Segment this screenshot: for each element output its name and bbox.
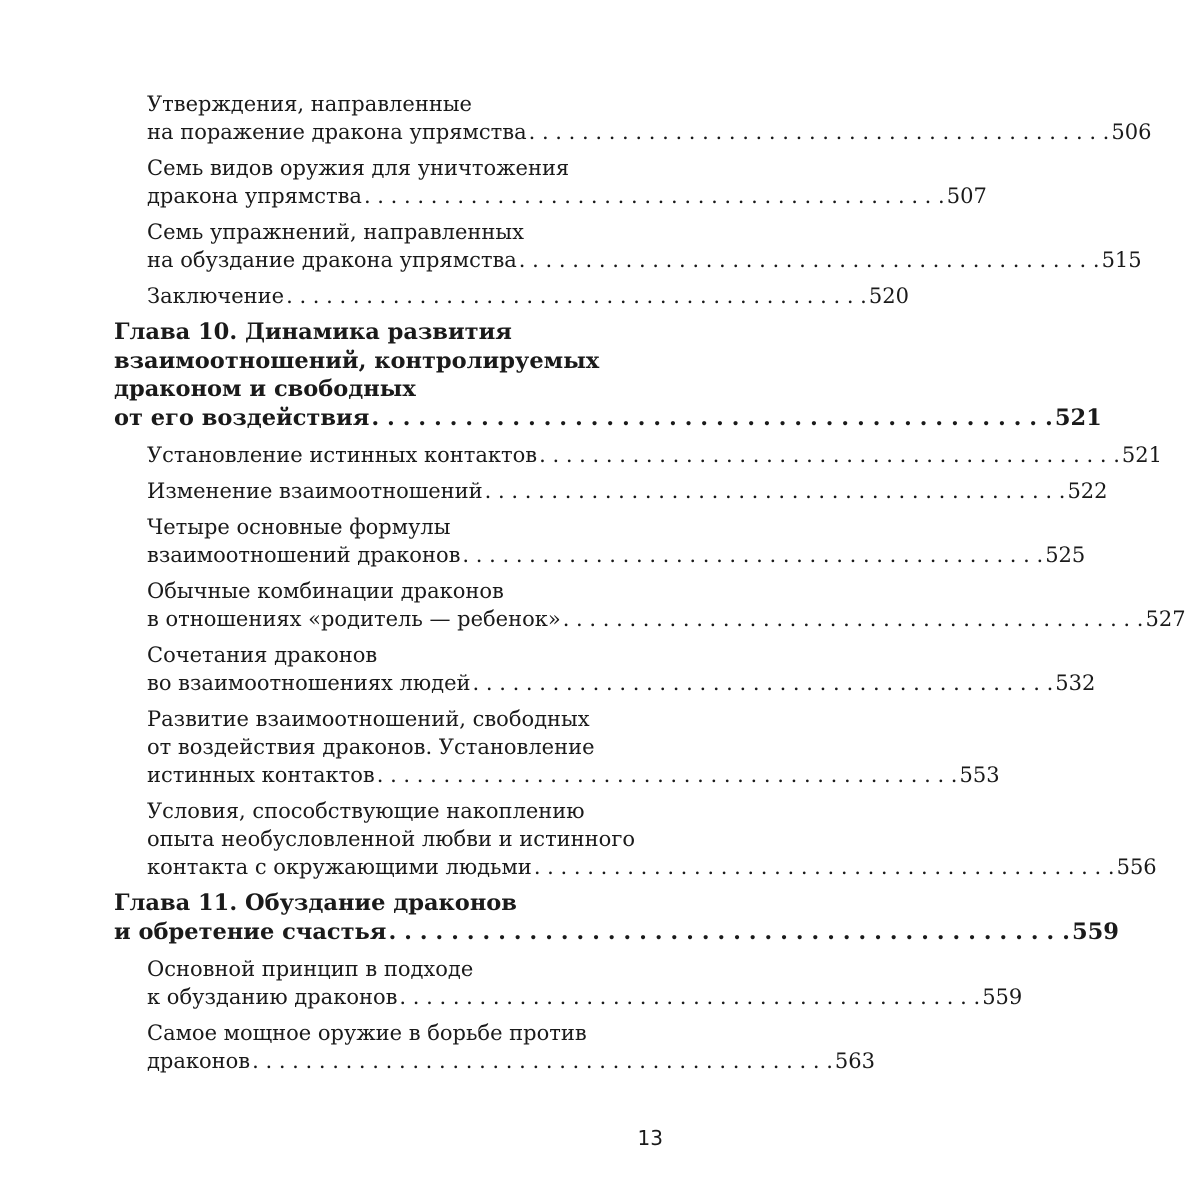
toc-page-number: 520 xyxy=(868,284,909,308)
toc-section-entry[interactable] xyxy=(147,441,1162,469)
dot-leader: . . . . . . . . . . . . . . . . . . . . . . . . . . . . . . . . . . . . . . . . . . . . xyxy=(528,120,1110,144)
toc-page-number: 515 xyxy=(1101,248,1142,272)
toc-page-number: 521 xyxy=(1121,443,1162,467)
toc-entry-line xyxy=(147,218,664,246)
dot-leader: . . . . . . . . . . . . . . . . . . . . . . . . . . . . . . . . . . . . . . . . . . . . xyxy=(286,284,867,308)
toc-entry-line xyxy=(147,733,664,761)
toc-entry-title: опыта необусловленной любви и истинного xyxy=(147,827,635,851)
toc-page-number: 527 xyxy=(1145,607,1186,631)
toc-entry-title: в отношениях «родитель — ребенок» xyxy=(147,607,561,631)
dot-leader: . . . . . . . . . . . . . . . . . . . . . . . . . . . . . . . . . . . . . . . . . . . . xyxy=(472,671,1054,695)
toc-section-entry[interactable] xyxy=(147,477,1108,505)
toc-entry-line xyxy=(147,182,987,210)
toc-entry-title: Самое мощное оружие в борьбе против xyxy=(147,1021,587,1045)
toc-chapter-entry[interactable] xyxy=(114,318,1102,432)
toc-entry-line xyxy=(114,404,1102,433)
dot-leader: . . . . . . . . . . . . . . . . . . . . . . . . . . . . . . . . . . . . . . . . . . . . xyxy=(533,855,1115,879)
toc-entry-title: Семь упражнений, направленных xyxy=(147,220,524,244)
toc-entry-line xyxy=(147,853,1157,881)
toc-entry-title: Заключение xyxy=(147,284,285,308)
toc-entry-title: Утверждения, направленные xyxy=(147,92,472,116)
toc-entry-title: от воздействия драконов. Установление xyxy=(147,735,595,759)
toc-page-number: 559 xyxy=(982,985,1023,1009)
page-number: 13 xyxy=(637,1126,663,1150)
toc-entry-title: драконом и свободных xyxy=(114,376,416,402)
toc-entry-line xyxy=(147,761,1000,789)
toc-entry-line xyxy=(147,641,664,669)
toc-entry-title: к обузданию драконов xyxy=(147,985,398,1009)
dot-leader: . . . . . . . . . . . . . . . . . . . . . . . . . . . . . . . . . . . . . . . . . . . . xyxy=(518,248,1100,272)
toc-section-entry[interactable] xyxy=(147,218,1142,274)
toc-page-number: 507 xyxy=(946,184,987,208)
toc-entry-title: Глава 11. Обуздание драконов xyxy=(114,890,517,916)
dot-leader: . . . . . . . . . . . . . . . . . . . . . . . . . . . . . . . . . . . . . . . . . . . . xyxy=(462,543,1044,567)
toc-entry-line xyxy=(147,797,664,825)
toc-entry-line xyxy=(114,375,664,404)
dot-leader: . . . . . . . . . . . . . . . . . . . . . . . . . . . . . . . . . . . . . . . . . . . . xyxy=(399,985,981,1009)
dot-leader: . . . . . . . . . . . . . . . . . . . . . . . . . . . . . . . . . . . . . . . . . . . . xyxy=(371,404,1053,431)
table-of-contents xyxy=(114,90,1186,1083)
toc-section-entry[interactable] xyxy=(147,90,1152,146)
toc-section-entry[interactable] xyxy=(147,577,1186,633)
toc-entry-line xyxy=(147,246,1142,274)
toc-entry-line xyxy=(114,347,664,376)
dot-leader: . . . . . . . . . . . . . . . . . . . . . . . . . . . . . . . . . . . . . . . . . . . . xyxy=(252,1049,833,1073)
toc-entry-line xyxy=(147,441,1162,469)
toc-section-entry[interactable] xyxy=(147,955,1023,1011)
toc-entry-title: взаимоотношений драконов xyxy=(147,543,461,567)
toc-entry-title: и обретение счастья xyxy=(114,918,387,945)
toc-entry-title: драконов xyxy=(147,1049,251,1073)
toc-entry-line xyxy=(147,955,664,983)
toc-entry-line xyxy=(147,1019,664,1047)
toc-page-number: 506 xyxy=(1111,120,1152,144)
toc-page-number: 553 xyxy=(959,763,1000,787)
toc-entry-line xyxy=(147,669,1096,697)
toc-entry-title: Установление истинных контактов xyxy=(147,443,538,467)
toc-entry-line xyxy=(147,1047,875,1075)
toc-entry-line xyxy=(114,918,1119,947)
toc-entry-line xyxy=(147,605,1186,633)
toc-entry-title: контакта с окружающими людьми xyxy=(147,855,532,879)
dot-leader: . . . . . . . . . . . . . . . . . . . . . . . . . . . . . . . . . . . . . . . . . . . . xyxy=(562,607,1144,631)
toc-page-number: 559 xyxy=(1071,918,1119,945)
toc-section-entry[interactable] xyxy=(147,641,1096,697)
toc-section-entry[interactable] xyxy=(147,705,1000,789)
dot-leader: . . . . . . . . . . . . . . . . . . . . . . . . . . . . . . . . . . . . . . . . . . . . xyxy=(539,443,1120,467)
toc-entry-title: Обычные комбинации драконов xyxy=(147,579,504,603)
dot-leader: . . . . . . . . . . . . . . . . . . . . . . . . . . . . . . . . . . . . . . . . . . . . xyxy=(388,918,1070,945)
dot-leader: . . . . . . . . . . . . . . . . . . . . . . . . . . . . . . . . . . . . . . . . . . . . xyxy=(484,479,1066,503)
toc-entry-line xyxy=(147,577,664,605)
toc-section-entry[interactable] xyxy=(147,154,987,210)
toc-entry-title: во взаимоотношениях людей xyxy=(147,671,471,695)
toc-page-number: 525 xyxy=(1045,543,1086,567)
toc-entry-title: Изменение взаимоотношений xyxy=(147,479,483,503)
toc-entry-line xyxy=(147,118,1152,146)
toc-page-number: 532 xyxy=(1055,671,1096,695)
toc-entry-line xyxy=(147,541,1086,569)
toc-page-number: 521 xyxy=(1054,404,1102,431)
toc-entry-title: Семь видов оружия для уничтожения xyxy=(147,156,570,180)
toc-section-entry[interactable] xyxy=(147,1019,875,1075)
toc-entry-title: Глава 10. Динамика развития xyxy=(114,319,512,345)
toc-entry-title: Условия, способствующие накоплению xyxy=(147,799,585,823)
toc-section-entry[interactable] xyxy=(147,797,1157,881)
toc-entry-line xyxy=(147,154,664,182)
dot-leader: . . . . . . . . . . . . . . . . . . . . . . . . . . . . . . . . . . . . . . . . . . . . xyxy=(376,763,958,787)
toc-page-number: 563 xyxy=(834,1049,875,1073)
toc-section-entry[interactable] xyxy=(147,513,1086,569)
toc-entry-line xyxy=(147,477,1108,505)
toc-entry-line xyxy=(147,825,664,853)
toc-section-entry[interactable] xyxy=(147,282,909,310)
toc-entry-title: Четыре основные формулы xyxy=(147,515,451,539)
toc-entry-line xyxy=(147,282,909,310)
toc-entry-title: Развитие взаимоотношений, свободных xyxy=(147,707,590,731)
toc-page-number: 556 xyxy=(1116,855,1157,879)
toc-chapter-entry[interactable] xyxy=(114,889,1119,946)
toc-entry-line xyxy=(147,90,664,118)
toc-entry-title: истинных контактов xyxy=(147,763,375,787)
toc-entry-title: дракона упрямства xyxy=(147,184,362,208)
toc-entry-title: Сочетания драконов xyxy=(147,643,378,667)
toc-entry-title: от его воздействия xyxy=(114,404,370,431)
toc-entry-line xyxy=(147,983,1023,1011)
dot-leader: . . . . . . . . . . . . . . . . . . . . . . . . . . . . . . . . . . . . . . . . . . . . xyxy=(363,184,945,208)
toc-entry-line xyxy=(147,705,664,733)
toc-page-number: 522 xyxy=(1067,479,1108,503)
toc-entry-line xyxy=(114,318,664,347)
toc-entry-line xyxy=(114,889,664,918)
toc-entry-title: Основной принцип в подходе xyxy=(147,957,474,981)
toc-entry-title: на поражение дракона упрямства xyxy=(147,120,527,144)
toc-entry-title: взаимоотношений, контролируемых xyxy=(114,347,600,374)
toc-entry-line xyxy=(147,513,664,541)
toc-entry-title: на обуздание дракона упрямства xyxy=(147,248,517,272)
